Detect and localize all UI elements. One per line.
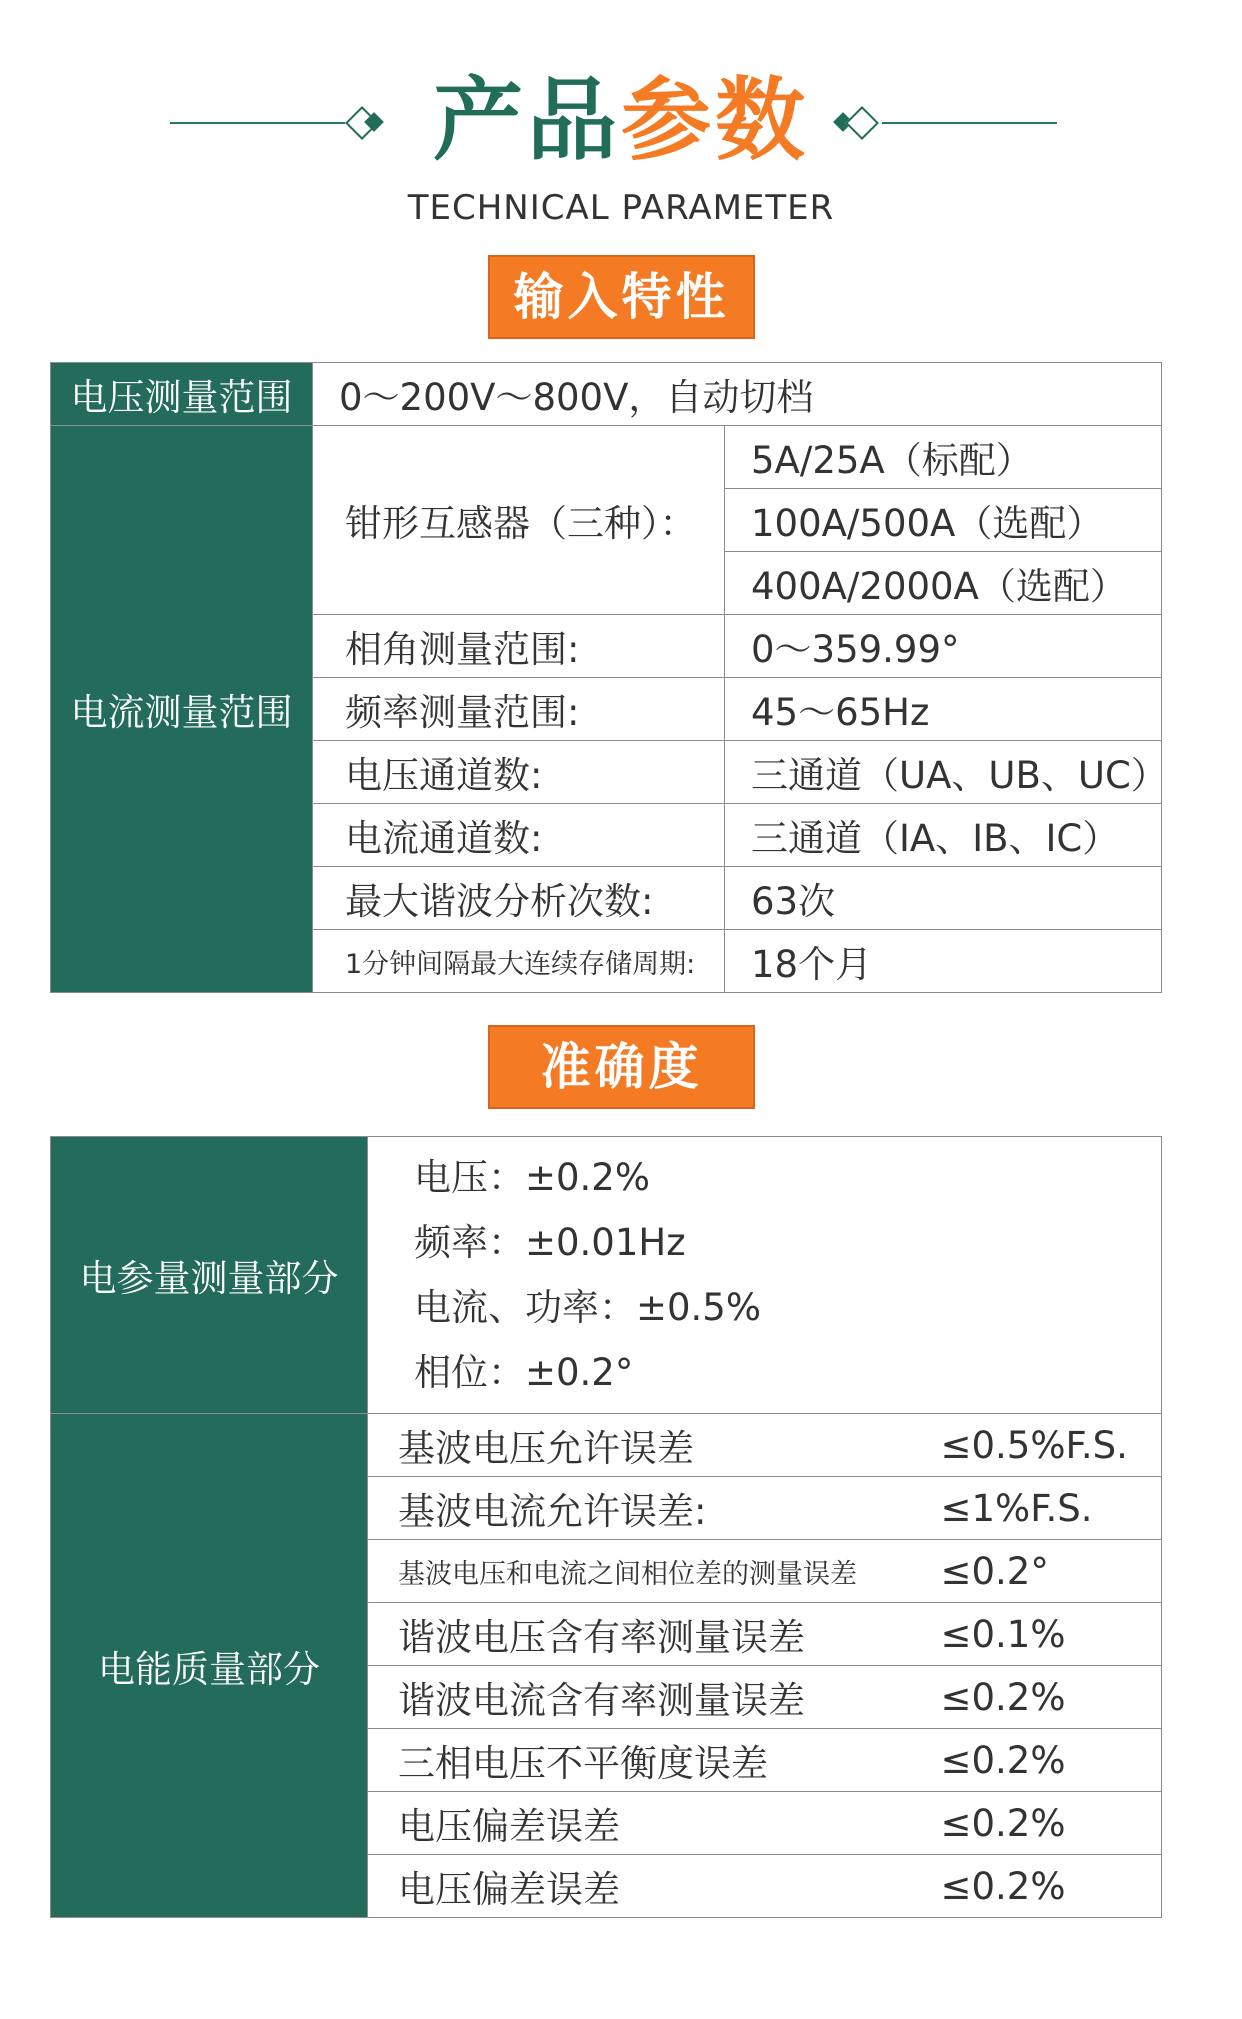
title-part-orange: 参数: [621, 68, 809, 173]
table-row: [51, 426, 1162, 489]
max-harmonic-value: 63次: [725, 867, 1162, 930]
quality-row-value: ≤0.2°: [935, 1540, 1162, 1603]
power-quality-label: 电能质量部分: [51, 1414, 368, 1918]
frequency-range-value: 45～65Hz: [725, 678, 1162, 741]
input-characteristics-table: [50, 362, 1168, 993]
clamp-option-1: 5A/25A（标配）: [725, 426, 1162, 489]
list-item: 电流、功率：±0.5%: [414, 1286, 762, 1329]
quality-row-label: 三相电压不平衡度误差: [368, 1729, 935, 1792]
storage-period-label: 1分钟间隔最大连续存储周期:: [313, 930, 725, 993]
quality-row-label: 谐波电压含有率测量误差: [368, 1603, 935, 1666]
list-item: 频率：±0.01Hz: [414, 1221, 686, 1264]
electrical-measurement-label: 电参量测量部分: [51, 1137, 368, 1414]
quality-row-label: 基波电压允许误差: [368, 1414, 935, 1477]
clamp-transformer-label: 钳形互感器（三种）：: [313, 426, 725, 615]
voltage-range-value: 0～200V～800V，自动切档: [313, 363, 1162, 426]
current-channels-value: 三通道（IA、IB、IC）: [725, 804, 1162, 867]
clamp-option-3: 400A/2000A（选配）: [725, 552, 1162, 615]
quality-row-label: 谐波电流含有率测量误差: [368, 1666, 935, 1729]
list-item: 相位：±0.2°: [414, 1351, 634, 1394]
clamp-option-2: 100A/500A（选配）: [725, 489, 1162, 552]
quality-row-label: 电压偏差误差: [368, 1792, 935, 1855]
table-row: [51, 363, 1162, 426]
quality-row-value: ≤0.1%: [935, 1603, 1162, 1666]
table-row: [51, 1414, 1162, 1477]
section-badge-accuracy: 准确度: [488, 1025, 755, 1109]
page-subtitle: TECHNICAL PARAMETER: [407, 188, 835, 228]
storage-period-value: 18个月: [725, 930, 1162, 993]
max-harmonic-label: 最大谐波分析次数:: [313, 867, 725, 930]
quality-row-value: ≤0.2%: [935, 1792, 1162, 1855]
quality-row-value: ≤1%F.S.: [935, 1477, 1162, 1540]
voltage-range-label: 电压测量范围: [51, 363, 313, 426]
table-row: [51, 1137, 1162, 1414]
list-item: 电压：±0.2%: [414, 1156, 651, 1199]
phase-range-label: 相角测量范围:: [313, 615, 725, 678]
frequency-range-label: 频率测量范围:: [313, 678, 725, 741]
voltage-channels-label: 电压通道数:: [313, 741, 725, 804]
quality-row-label: 电压偏差误差: [368, 1855, 935, 1918]
accuracy-table: [50, 1136, 1162, 1918]
section-badge-input: 输入特性: [488, 255, 755, 339]
current-range-label: 电流测量范围: [51, 426, 313, 993]
title-part-green: 产品: [433, 68, 621, 173]
quality-row-value: ≤0.5%F.S.: [935, 1414, 1162, 1477]
title-row: [0, 60, 1242, 190]
phase-range-value: 0～359.99°: [725, 615, 1162, 678]
current-channels-label: 电流通道数:: [313, 804, 725, 867]
quality-row-label: 基波电压和电流之间相位差的测量误差: [368, 1540, 935, 1603]
electrical-accuracy-list: [368, 1137, 1162, 1414]
voltage-channels-value: 三通道（UA、UB、UC）: [725, 741, 1162, 804]
quality-row-label: 基波电流允许误差:: [368, 1477, 935, 1540]
quality-row-value: ≤0.2%: [935, 1855, 1162, 1918]
right-diamond-ornament: [832, 108, 1072, 138]
quality-row-value: ≤0.2%: [935, 1729, 1162, 1792]
quality-row-value: ≤0.2%: [935, 1666, 1162, 1729]
